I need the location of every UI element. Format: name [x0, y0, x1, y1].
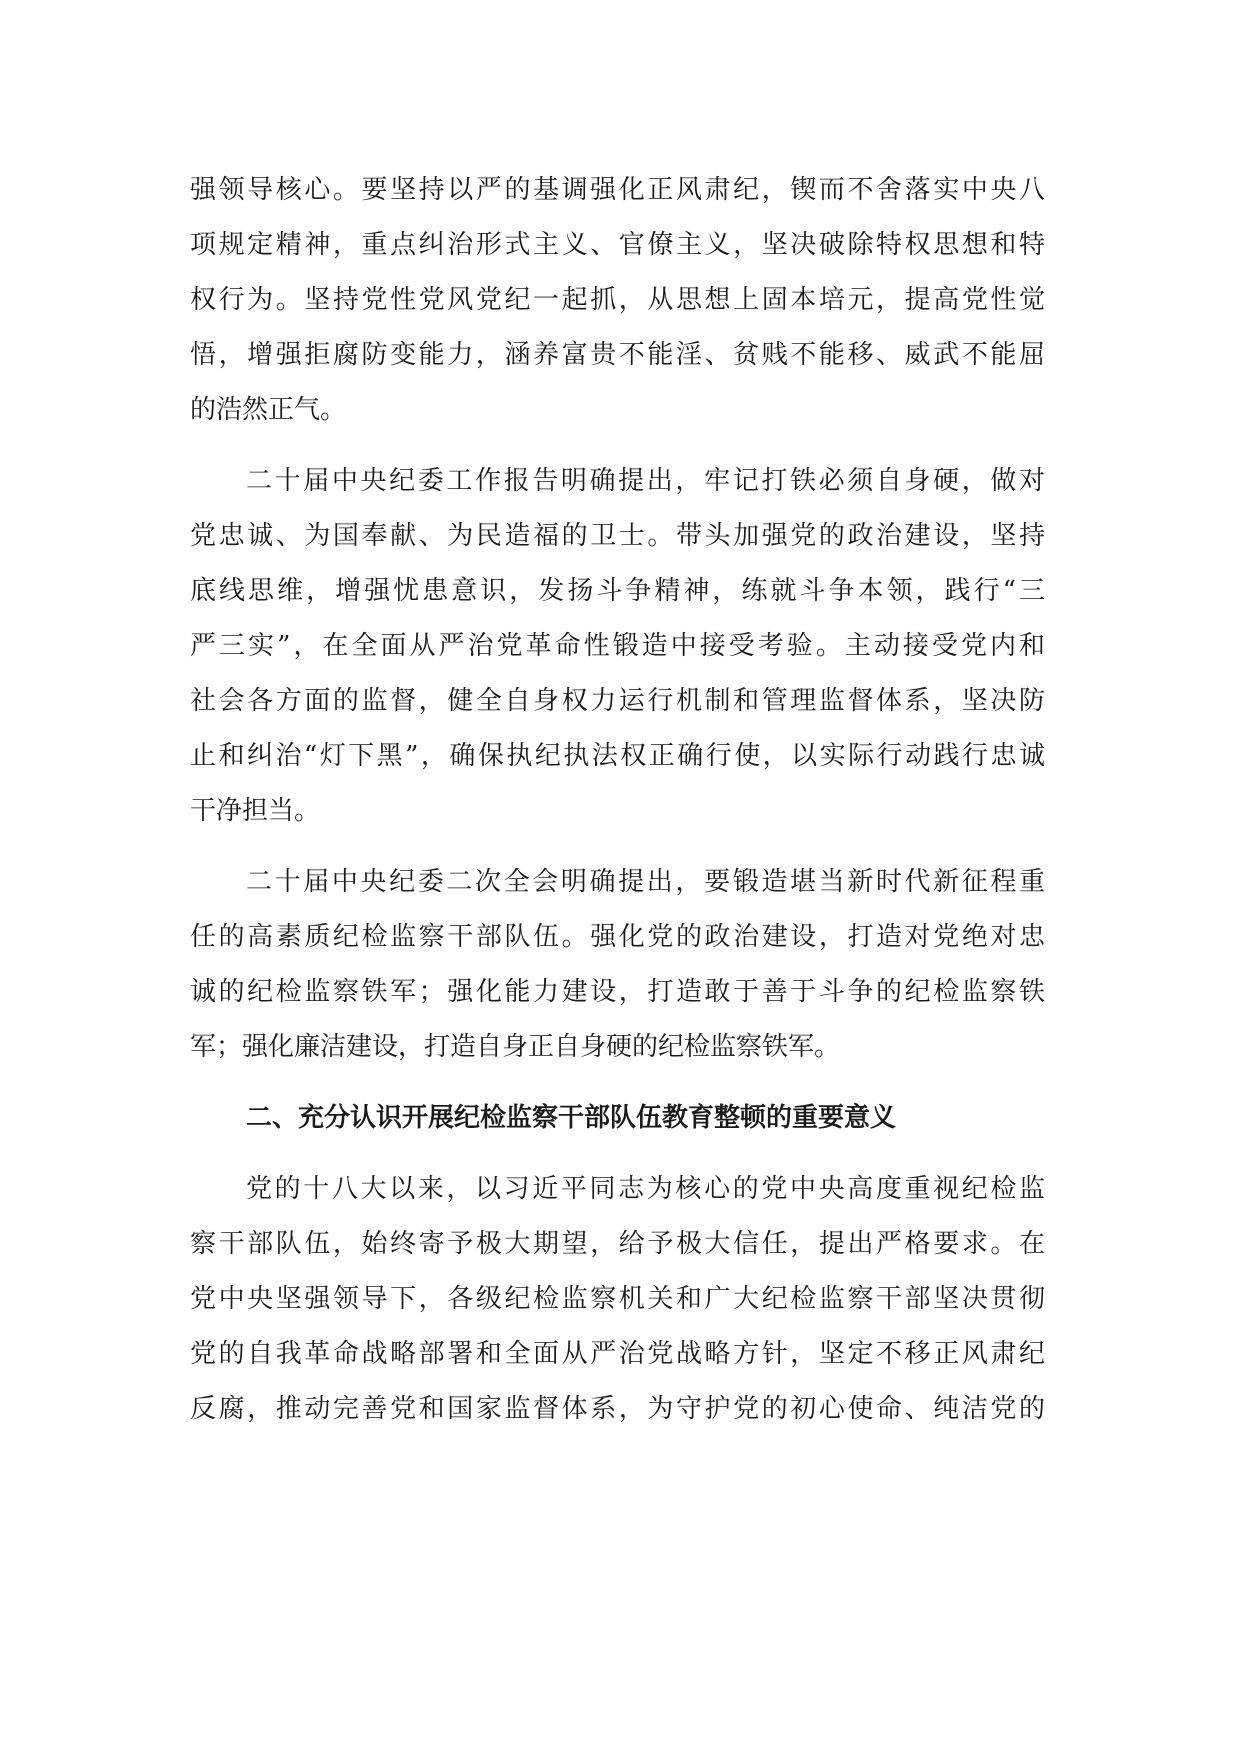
- paragraph-4: [190, 1162, 1045, 1437]
- paragraph-line: 任的高素质纪检监察干部队伍。强化党的政治建设，打造对党绝对忠: [190, 922, 1045, 952]
- section-heading-text: 二、充分认识开展纪检监察干部队伍教育整顿的重要意义: [246, 1103, 897, 1133]
- paragraph-line: 党中央坚强领导下，各级纪检监察机关和广大纪检监察干部坚决贯彻: [190, 1284, 1045, 1314]
- paragraph-line: 悟，增强拒腐防变能力，涵养富贵不能淫、贫贱不能移、威武不能屈: [190, 340, 1045, 370]
- paragraph-line: 诚的纪检监察铁军；强化能力建设，打造敢于善于斗争的纪检监察铁: [190, 977, 1045, 1007]
- paragraph-line: 严三实”，在全面从严治党革命性锻造中接受考验。主动接受党内和: [190, 631, 1045, 661]
- paragraph-1: [190, 163, 1045, 438]
- paragraph-2: [190, 454, 1045, 839]
- paragraph-line: 社会各方面的监督，健全自身权力运行机制和管理监督体系，坚决防: [190, 686, 1045, 716]
- paragraph-line: 项规定精神，重点纠治形式主义、官僚主义，坚决破除特权思想和特: [190, 230, 1045, 260]
- paragraph-line: 干净担当。: [190, 796, 321, 826]
- paragraph-line: 二十届中央纪委二次全会明确提出，要锻造堪当新时代新征程重: [246, 867, 1045, 897]
- section-heading: [190, 1091, 1045, 1146]
- paragraph-line: 的浩然正气。: [190, 395, 347, 425]
- paragraph-line: 止和纠治“灯下黑”，确保执纪执法权正确行使，以实际行动践行忠诚: [190, 741, 1045, 771]
- paragraph-line: 军；强化廉洁建设，打造自身正自身硬的纪检监察铁军。: [190, 1032, 841, 1062]
- paragraph-line: 党的十八大以来，以习近平同志为核心的党中央高度重视纪检监: [246, 1174, 1045, 1204]
- paragraph-line: 强领导核心。要坚持以严的基调强化正风肃纪，锲而不舍落实中央八: [190, 175, 1045, 205]
- document-body: [190, 163, 1045, 1437]
- paragraph-line: 权行为。坚持党性党风党纪一起抓，从思想上固本培元，提高党性觉: [190, 285, 1045, 315]
- paragraph-line: 底线思维，增强忧患意识，发扬斗争精神，练就斗争本领，践行“三: [190, 576, 1045, 606]
- paragraph-line: 党的自我革命战略部署和全面从严治党战略方针，坚定不移正风肃纪: [190, 1339, 1045, 1369]
- paragraph-line: 二十届中央纪委工作报告明确提出，牢记打铁必须自身硬，做对: [246, 466, 1045, 496]
- paragraph-line: 察干部队伍，始终寄予极大期望，给予极大信任，提出严格要求。在: [190, 1229, 1045, 1259]
- paragraph-3: [190, 855, 1045, 1075]
- paragraph-line: 反腐，推动完善党和国家监督体系，为守护党的初心使命、纯洁党的: [190, 1394, 1045, 1424]
- paragraph-line: 党忠诚、为国奉献、为民造福的卫士。带头加强党的政治建设，坚持: [190, 521, 1045, 551]
